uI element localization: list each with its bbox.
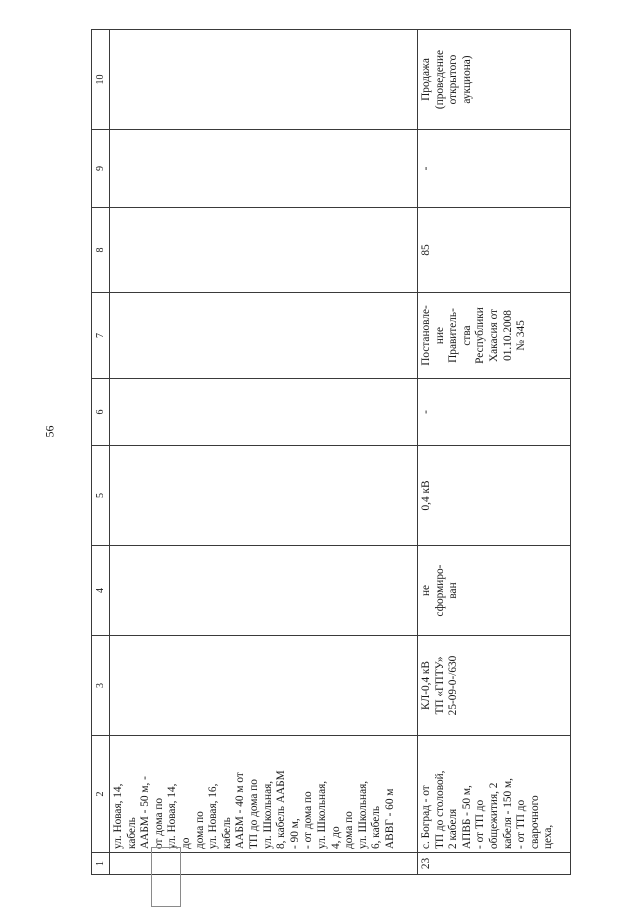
page-number: 56 bbox=[42, 425, 57, 438]
header-col-9: 9 bbox=[92, 130, 110, 208]
cell-col-9: - bbox=[418, 130, 571, 208]
cell-name: КЛ-0,4 кВ ТП «ГПТУ» 25-09-0-/630 bbox=[418, 636, 571, 736]
cell-cadastral bbox=[110, 546, 418, 636]
cell-col-6: - bbox=[418, 379, 571, 446]
cell-location: ул. Новая, 14, кабель ААБМ - 50 м, - от дома по ул. Новая, 14, до дома по ул. Новая, 16, кабель ААБМ - 40 м от ТП до дома по ул. Школьная, 8, кабель ААБМ - 90 м, - от дома по ул. Школьная, 4, до дома по ул. Школьная, 6, кабель АВВГ - 60 м bbox=[110, 736, 418, 853]
header-col-6: 6 bbox=[92, 379, 110, 446]
header-col-1: 1 bbox=[92, 853, 110, 875]
property-register-table bbox=[91, 29, 571, 875]
registry-stamp bbox=[151, 847, 181, 907]
cell-col-8 bbox=[110, 208, 418, 293]
cell-method bbox=[110, 30, 418, 130]
header-col-3: 3 bbox=[92, 636, 110, 736]
cell-number: 23 bbox=[418, 853, 571, 875]
cell-method: Продажа (проведение открытого аукциона) bbox=[418, 30, 571, 130]
cell-location: с. Боград - от ТП до столовой, 2 кабеля АПВБ - 50 м, - от ТП до общежития, 2 кабеля - 150 м, - от ТП до сварочного цеха, bbox=[418, 736, 571, 853]
cell-characteristics: 0,4 кВ bbox=[418, 446, 571, 546]
cell-name bbox=[110, 636, 418, 736]
table-row-23 bbox=[418, 30, 571, 875]
cell-basis bbox=[110, 293, 418, 379]
cell-basis: Постановле- ние Правитель- ства Республики Хакасия от 01.10.2008 № 345 bbox=[418, 293, 571, 379]
cell-col-9 bbox=[110, 130, 418, 208]
cell-characteristics bbox=[110, 446, 418, 546]
rotated-table-wrapper bbox=[91, 30, 571, 875]
header-col-7: 7 bbox=[92, 293, 110, 379]
header-col-4: 4 bbox=[92, 546, 110, 636]
header-col-10: 10 bbox=[92, 30, 110, 130]
cell-cadastral: не сформиро- ван bbox=[418, 546, 571, 636]
header-col-8: 8 bbox=[92, 208, 110, 293]
cell-col-6 bbox=[110, 379, 418, 446]
header-col-5: 5 bbox=[92, 446, 110, 546]
table-header-row bbox=[92, 30, 110, 875]
cell-col-8: 85 bbox=[418, 208, 571, 293]
header-col-2: 2 bbox=[92, 736, 110, 853]
table-row-continuation bbox=[110, 30, 418, 875]
